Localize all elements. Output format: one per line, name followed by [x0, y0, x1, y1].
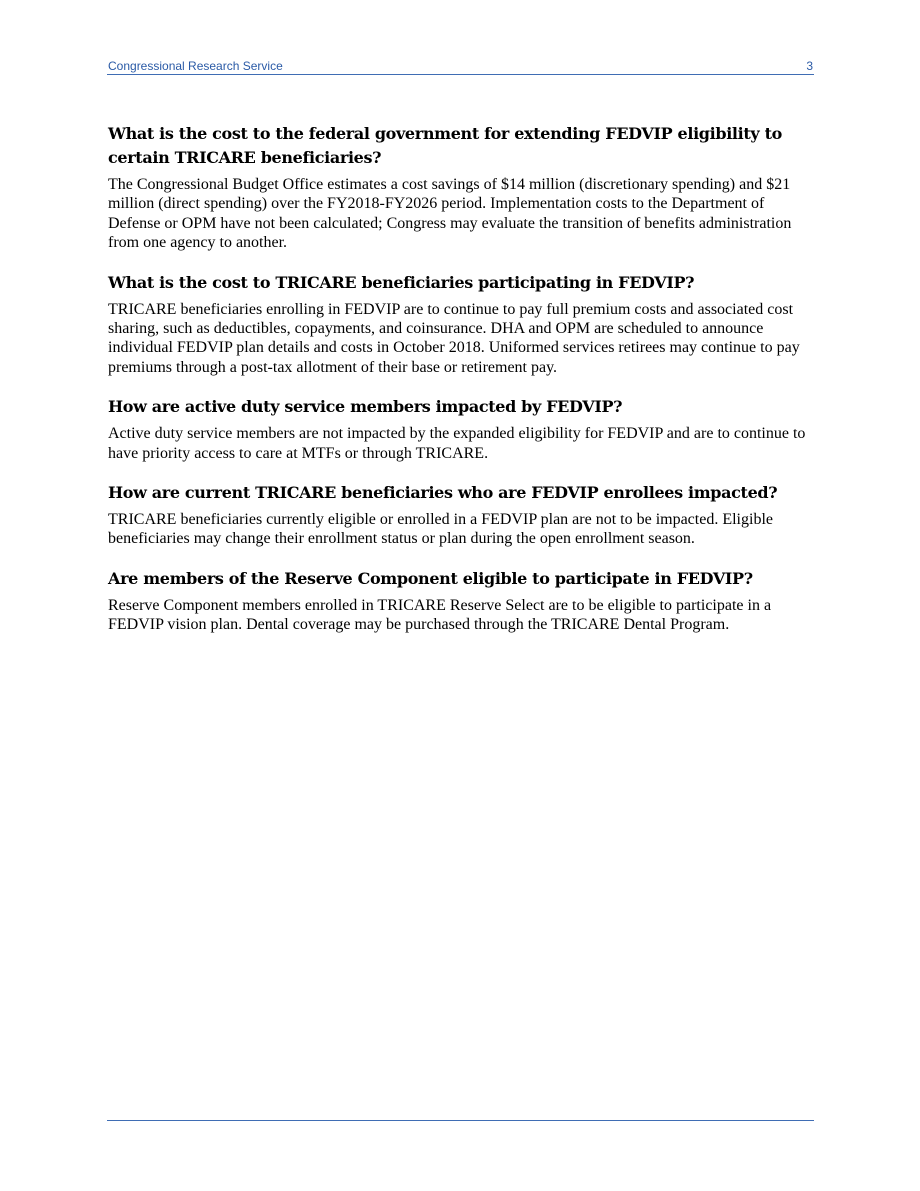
page-header [107, 58, 814, 75]
faq-section [108, 271, 814, 378]
section-paragraph: TRICARE beneficiaries enrolling in FEDVIP are to continue to pay full premium costs and associated cost sharing, such as deductibles, copayments, and coinsurance. DHA and OPM are scheduled to announce individual FEDVIP plan details and costs in October 2018. Uniformed services retirees may continue to pay premiums through a post-tax allotment of their base or retirement pay. [108, 300, 800, 376]
document-body [108, 122, 814, 653]
footer-rule [107, 1120, 814, 1121]
header-source: Congressional Research Service [108, 59, 283, 73]
section-heading: Are members of the Reserve Component eligible to participate in FEDVIP? [108, 568, 753, 588]
section-paragraph: Active duty service members are not impacted by the expanded eligibility for FEDVIP and are to continue to have priority access to care at MTFs or through TRICARE. [108, 425, 806, 462]
faq-section [108, 481, 814, 549]
page-number: 3 [806, 59, 813, 73]
faq-section [108, 567, 814, 635]
section-paragraph: Reserve Component members enrolled in TRICARE Reserve Select are to be eligible to participate in a FEDVIP vision plan. Dental coverage may be purchased through the TRICARE Dental Program. [108, 596, 772, 634]
section-heading: What is the cost to the federal government for extending FEDVIP eligibility to certain TRICARE beneficiaries? [108, 124, 782, 167]
section-paragraph: The Congressional Budget Office estimates a cost savings of $14 million (discretionary spending) and $21 million (direct spending) over the FY2018-FY2026 period. Implementation costs to the Department of Defense or OPM have not been calculated; Congress may evaluate the transition of benefits administration from one agency to another. [108, 176, 792, 252]
faq-section [108, 395, 814, 463]
faq-section [108, 122, 814, 253]
section-heading: How are current TRICARE beneficiaries who are FEDVIP enrollees impacted? [108, 483, 778, 503]
section-paragraph: TRICARE beneficiaries currently eligible or enrolled in a FEDVIP plan are not to be impacted. Eligible beneficiaries may change their enrollment status or plan during the open enrollment season. [108, 511, 773, 548]
section-heading: How are active duty service members impacted by FEDVIP? [108, 397, 623, 417]
section-heading: What is the cost to TRICARE beneficiaries participating in FEDVIP? [108, 272, 695, 292]
